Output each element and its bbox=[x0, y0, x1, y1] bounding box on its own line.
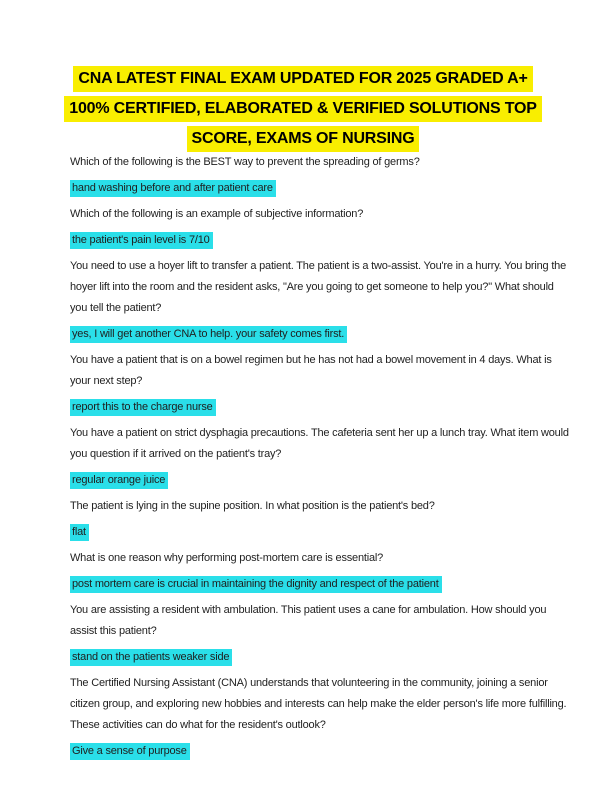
answer-highlight-text: report this to the charge nurse bbox=[70, 399, 216, 416]
question-text: The patient is lying in the supine position. In what position is the patient's bed? bbox=[70, 500, 435, 512]
answer-highlight-text: Give a sense of purpose bbox=[70, 743, 190, 760]
answer-highlight-text: flat bbox=[70, 524, 89, 541]
document-title-line bbox=[0, 124, 606, 154]
document-title-line bbox=[0, 94, 606, 124]
answer-line bbox=[70, 522, 570, 543]
question-text: What is one reason why performing post-mortem care is essential? bbox=[70, 552, 384, 564]
answer-line bbox=[70, 178, 570, 199]
answer-highlight-text: yes, I will get another CNA to help. your safety comes first. bbox=[70, 326, 347, 343]
answer-highlight-text: regular orange juice bbox=[70, 472, 168, 489]
answer-line bbox=[70, 324, 570, 345]
answer-line bbox=[70, 741, 570, 762]
question-text: You have a patient on strict dysphagia precautions. The cafeteria sent her up a lunch tray. What item would you question if it arrived on the patient's tray? bbox=[70, 427, 569, 460]
title-highlight-text: 100% CERTIFIED, ELABORATED & VERIFIED SOLUTIONS TOP bbox=[64, 96, 542, 122]
question-text: Which of the following is an example of subjective information? bbox=[70, 208, 364, 220]
answer-highlight-text: hand washing before and after patient care bbox=[70, 180, 276, 197]
question-text: The Certified Nursing Assistant (CNA) understands that volunteering in the community, joining a senior citizen group, and exploring new hobbies and interests can help make the elder person's life more fulfilling. These activities can do what for the resident's outlook? bbox=[70, 677, 567, 731]
qa-content bbox=[70, 152, 570, 767]
answer-line bbox=[70, 647, 570, 668]
title-highlight-text: SCORE, EXAMS OF NURSING bbox=[187, 126, 420, 152]
question-text: You are assisting a resident with ambulation. This patient uses a cane for ambulation. How should you assist this patient? bbox=[70, 604, 547, 637]
question-text: You need to use a hoyer lift to transfer a patient. The patient is a two-assist. You're in a hurry. You bring the hoyer lift into the room and the resident asks, "Are you going to get someone to help you?" What should you tell the patient? bbox=[70, 260, 567, 314]
answer-highlight-text: post mortem care is crucial in maintaining the dignity and respect of the patient bbox=[70, 576, 442, 593]
document-title bbox=[0, 64, 606, 154]
answer-highlight-text: the patient's pain level is 7/10 bbox=[70, 232, 213, 249]
answer-line bbox=[70, 470, 570, 491]
answer-line bbox=[70, 230, 570, 251]
question-text: You have a patient that is on a bowel regimen but he has not had a bowel movement in 4 days. What is your next step? bbox=[70, 354, 552, 387]
document-title-line bbox=[0, 64, 606, 94]
title-highlight-text: CNA LATEST FINAL EXAM UPDATED FOR 2025 GRADED A+ bbox=[73, 66, 532, 92]
question-text: Which of the following is the BEST way to prevent the spreading of germs? bbox=[70, 156, 420, 168]
answer-line bbox=[70, 397, 570, 418]
answer-line bbox=[70, 574, 570, 595]
answer-highlight-text: stand on the patients weaker side bbox=[70, 649, 232, 666]
